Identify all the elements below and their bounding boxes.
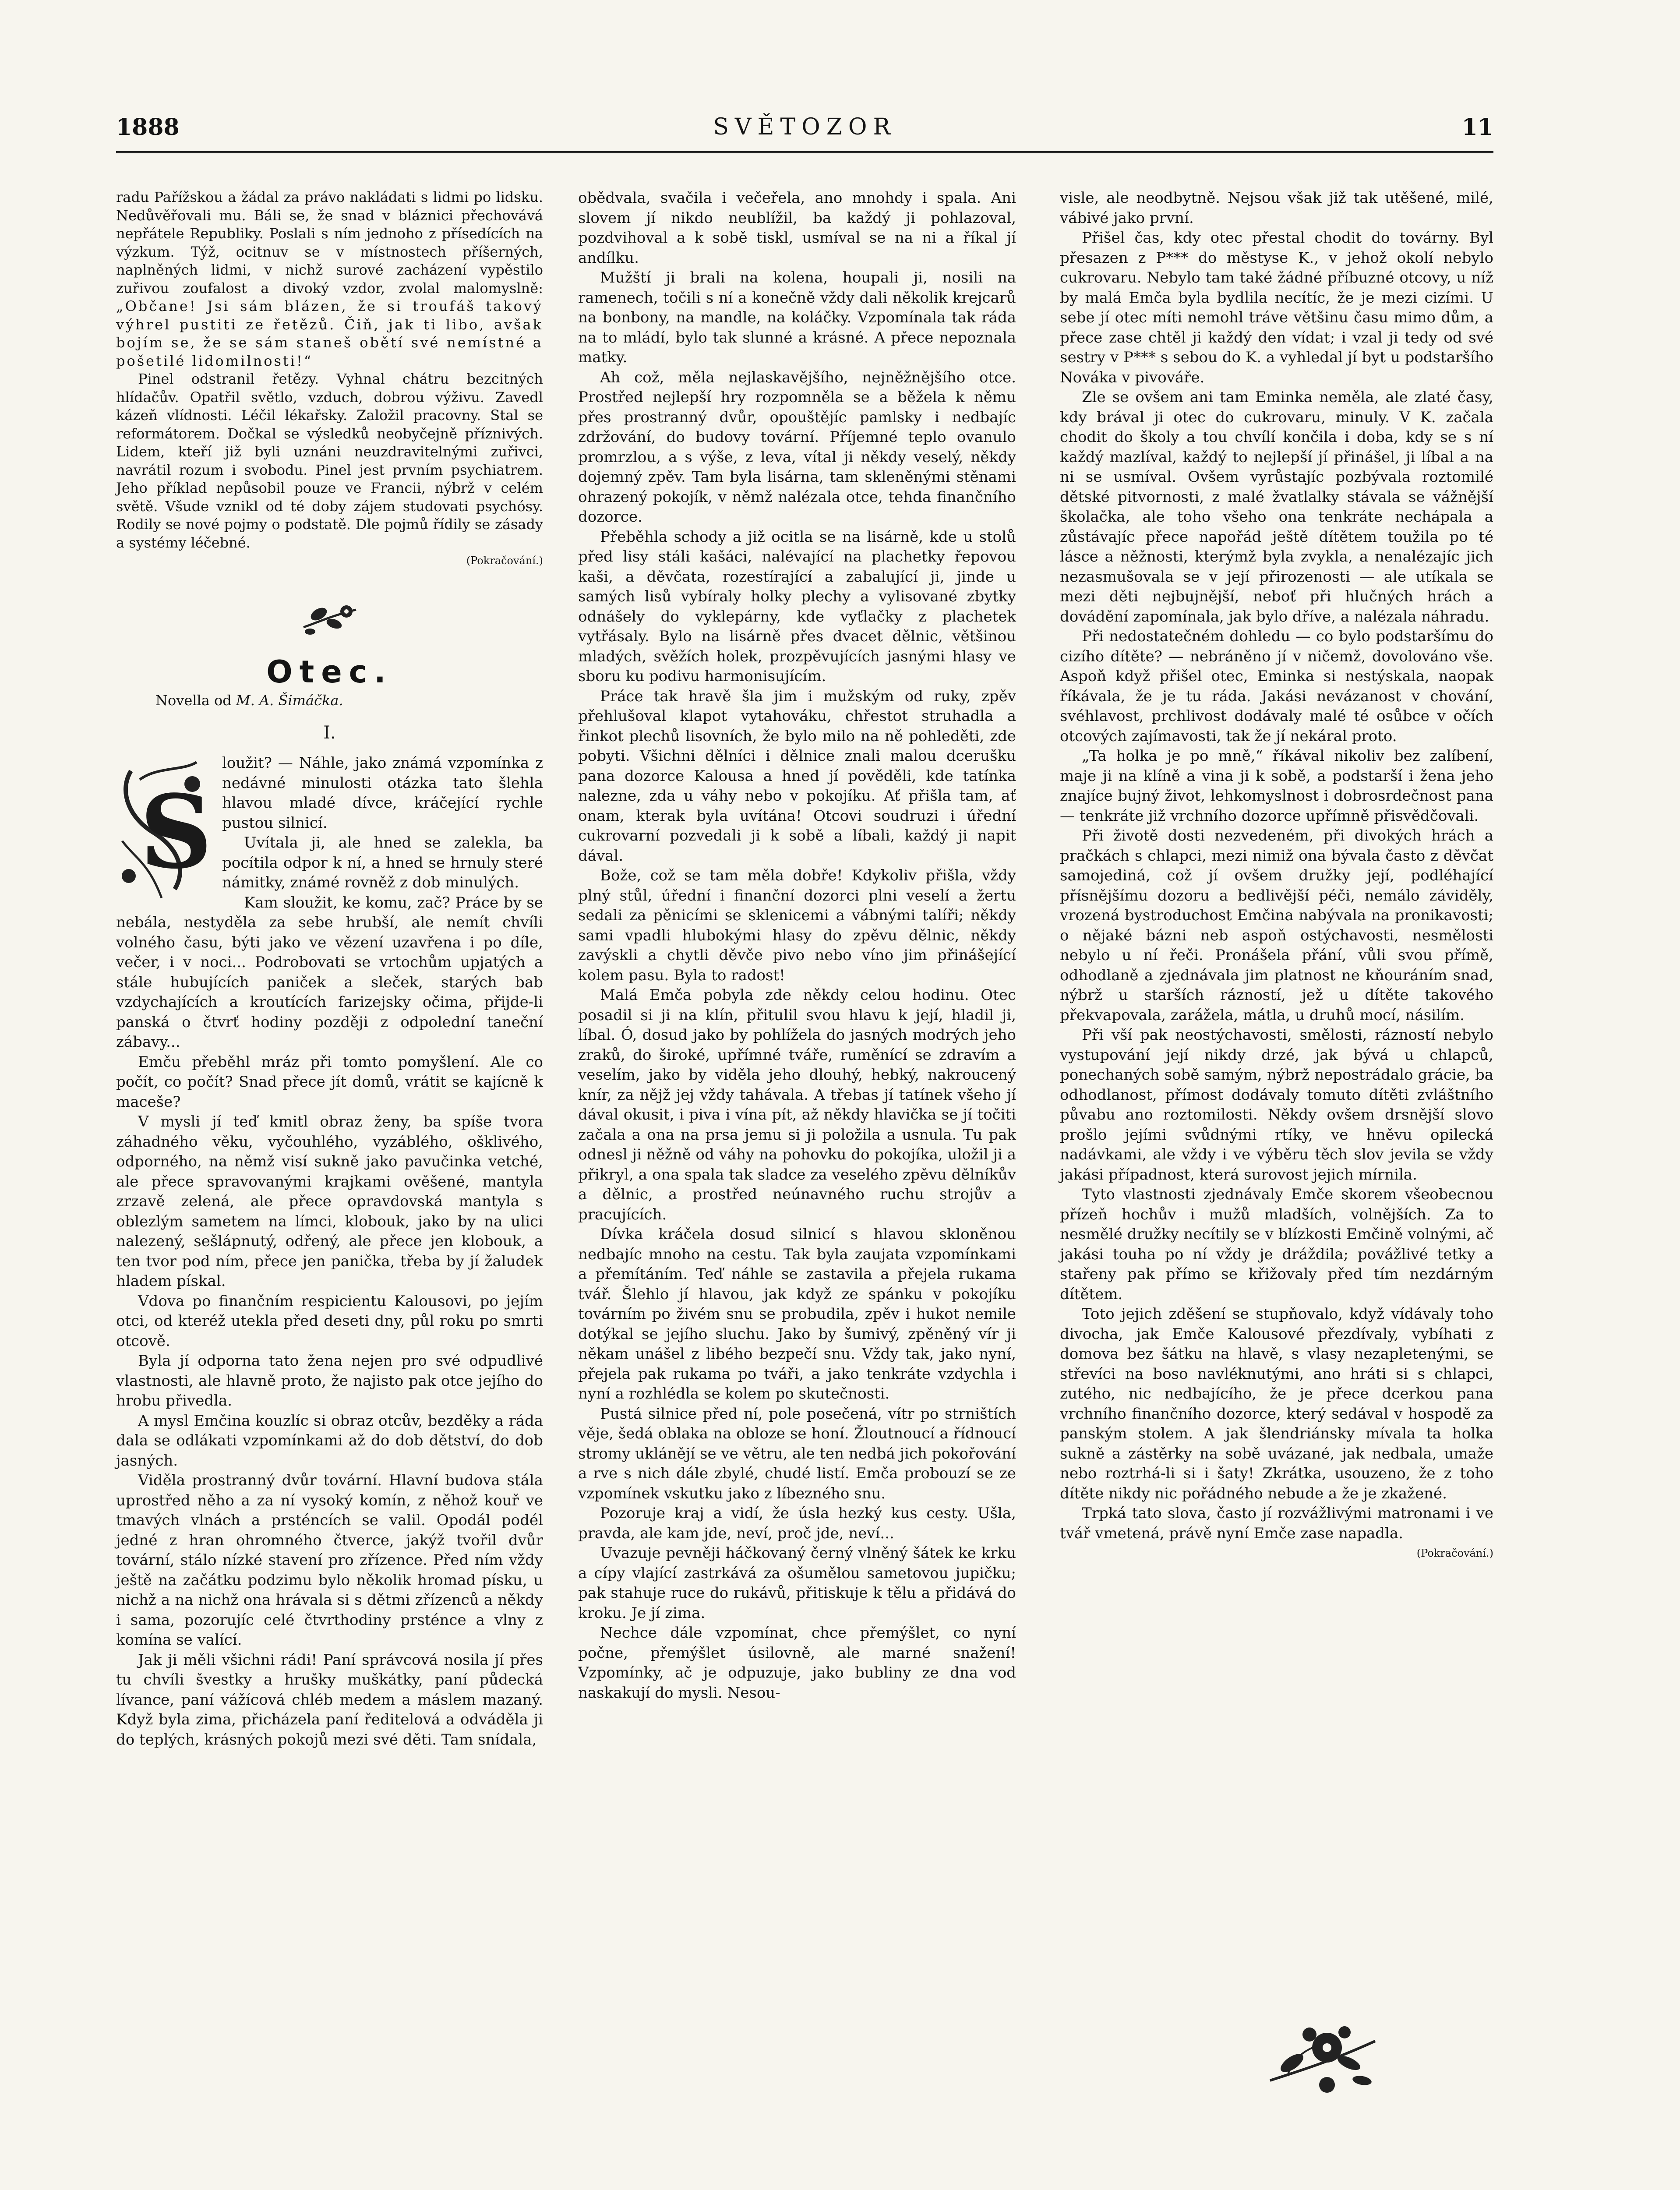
chapter-number: I. — [323, 722, 336, 743]
paragraph: V mysli jí teď kmitl obraz ženy, ba spíše tvora záhadného věku, vyčouhlého, vyzáblého, ošklivého, odporného, na němž visí sukně jako pavučinka vetché, ale přece spravovanými krajkami ověšené, mantyla zrzavě zelená, ale přece opravdovská mantyla s oblezlým sametem na límci, klobouk, jako by na ulici nalezený, sešlápnutý, odřený, ale přece jen klobouk, a ten tvor pod ním, přece jen panička, třeba by jí žaludek hladem pískal. — [116, 1113, 543, 1290]
dropcap-letter: S — [140, 773, 213, 891]
paragraph: Nechce dále vzpomínat, chce přemýšlet, co nyní počne, přemýšlet úsilovně, ale marné snažení! Vzpomínky, ač je odpuzuje, jako bubliny ze dna vod naskakují do mysli. Nesou- — [578, 1624, 1016, 1702]
continuation-note: (Pokračování.) — [1416, 1547, 1493, 1559]
column-3 — [1060, 188, 1493, 1564]
header-year: 1888 — [116, 114, 180, 141]
paragraph: Toto jejich zděšení se stupňovalo, když vídávaly toho divocha, jak Emče Kalousové přezdívaly, vybíhati z domova bez šátku na hlavě, s vlasy nezapletenými, se střevíci na boso navléknutými, ano hráti si s chlapci, zutého, nic nedbajícího, že je přece dcerkou pana vrchního finančního dozorce, který sedával v hospodě za panským stolem. A jak šlendriánsky mívala ta holka sukně a zástěrky na sobě uvázané, jak nedbala, umaže nebo roztrhá-li si i šaty! Zkrátka, usouzeno, že z toho dítěte nikdy nic pořádného nebude a že je zkažené. — [1060, 1305, 1493, 1502]
continuation-note: (Pokračování.) — [466, 555, 543, 567]
story-byline: Novella od M. A. Šimáčka. — [155, 692, 343, 709]
column-1 — [116, 188, 543, 1750]
header-title: SVĚTOZOR — [713, 114, 896, 140]
paragraph: obědvala, svačila i večeřela, ano mnohdy i spala. Ani slovem jí nikdo neublížil, ba každý ji pohlazoval, pozdvihoval a k sobě tiskl, usmíval se na ni a říkal jí andílku. — [578, 189, 1016, 267]
paragraph: Přeběhla schody a již ocitla se na lisárně, kde u stolů před lisy stáli kašáci, nalévající na plachetky řepovou kaši, a děvčata, rozestírající a zabalující ji, jinde u samých lisů vybíraly holky plechy a vylisované zbytky odnášely do vyklepárny, kde vyťlačky z plachetek vytřásaly. Bylo na lisárně přes dvacet dělnic, většinou mladých, svěžích holek, prozpěvujících jasnými hlasy ve sboru ku podivu harmonisujícím. — [578, 528, 1016, 685]
paragraph: Při životě dosti nezvedeném, při divokých hrách a pračkách s chlapci, mezi nimiž ona bývala často z děvčat samojediná, což jí ovšem družky její, podléhající přísnějšímu dozoru a bedlivější péči, nemálo záviděly, vrozená bystroduchost Emčina nabývala na pronikavosti; o nějaké bázni neb aspoň ostýchavosti, nesmělosti nebylo u ní řeči. Pronášela přání, vůli svou přímě, odhodlaně a zjednávala jim platnost ne kňouráním snad, nýbrž u starších rázností, jež u dítěte takového překvapovala, zarážela, mátla, u druhů mocí, násilím. — [1060, 827, 1493, 1024]
header-rule — [116, 151, 1493, 153]
paragraph: Kam sloužit, ke komu, zač? Práce by se nebála, nestyděla za sebe hrubší, ale nemít chvíli volného času, býti jako ve vězení uzavřena i po díle, večer, i v noci... Podrobovati se vrtochům upjatých a stále hubujících paniček a sleček, starých bab vzdychajících a kroutících farizejsky očima, přijde-li panská o čtvrť hodiny později z odpolední taneční zábavy... — [116, 894, 543, 1051]
article-continuation — [116, 188, 543, 570]
paragraph: Uvítala ji, ale hned se zalekla, ba pocítila odpor k ní, a hned se hrnuly steré námitky, známé rovněž z dob minulých. — [222, 834, 543, 891]
paragraph: Byla jí odporna tato žena nejen pro své odpudlivé vlastnosti, ale hlavně proto, že najisto pak otce jejího do hrobu přivedla. — [116, 1352, 543, 1409]
paragraph: Jak ji měli všichni rádi! Paní správcová nosila jí přes tu chvíli švestky a hrušky muškátky, paní půdecká lívance, paní vážícová chléb medem a máslem mazaný. Když byla zima, přicházela paní ředitelová a odváděla ji do teplých, krásných pokojů mezi své děti. Tam snídala, — [116, 1651, 543, 1748]
paragraph: Zle se ovšem ani tam Eminka neměla, ale zlaté časy, kdy brával ji otec do cukrovaru, minuly. V K. začala chodit do školy a tou chvílí končila i doba, kdy se s ní každý mazlíval, každý to nejlepší jí přinášel, ji líbal a na ni se usmíval. Ovšem vyrůstajíc pozbývala roztomilé dětské pitvornosti, z malé žvatlalky stávala se vážnější školačka, ale toho všeho ona tenkráte nechápala a zůstávajíc přece napořád ještě dítětem toužila po té lásce a něžnosti, kterýmž byla zvykla, a nenalézajíc jich nezasmušovala se v její přirozenosti — ale utíkala se mezi děti nejbujnější, neboť při hlučných hrách a dovádění zapomínala, jak bylo dříve, a nalézala náhradu. — [1060, 389, 1493, 625]
decorative-initial-icon — [113, 753, 213, 907]
paragraph: Bože, což se tam měla dobře! Kdykoliv přišla, vždy plný stůl, úřední i finanční dozorci plni veselí a žertu sedali za pěnicími se sklenicemi a vábnými talíři; někdy sami vpadli hlubokými hlasy do zpěvu dělnic, někdy zavýskli a chytli děvče pivo nebo víno jim přinášející kolem pasu. Byla to radost! — [578, 867, 1016, 984]
paragraph: Pozoruje kraj a vidí, že úsla hezký kus cesty. Ušla, pravda, ale kam jde, neví, proč jde, neví... — [578, 1505, 1016, 1542]
paragraph: Tyto vlastnosti zjednávaly Emče skorem všeobecnou přízeň hochův i mužů mladších, volnějších. Za to nesmělé družky necítily se v blízkosti Emčině volnými, ač jakási touha po ní vždy je dráždila; povážlivé tetky a stařeny pak přímo se křižovaly před tím nezdárným dítětem. — [1060, 1186, 1493, 1303]
paragraph: Pustá silnice před ní, pole posečená, vítr po strništích věje, šedá oblaka na obloze se honí. Žloutnoucí a řídnoucí stromy uklánějí se ve větru, ale ten nedbá jich pokořování a rve s nich dále zbylé, chudé listí. Emča probouzí se ze vzpomínek vskutku jako z líbezného snu. — [578, 1405, 1016, 1502]
story-title: Otec. — [266, 653, 393, 690]
paragraph: Mužští ji brali na kolena, houpali ji, nosili na ramenech, točili s ní a konečně vždy dali několik krejcarů na bonbony, na mandle, na koláčky. Vzpomínala tak ráda na to mládí, bylo tak slunné a krásné. A přece nepoznala matky. — [578, 269, 1016, 366]
header-page-number: 11 — [1461, 114, 1493, 141]
paragraph: Vdova po finančním respicientu Kalousovi, po jejím otci, od kteréž utekla před deseti dny, půl roku po smrti otcově. — [116, 1292, 543, 1350]
running-header — [116, 110, 1493, 149]
paragraph: A mysl Emčina kouzlíc si obraz otcův, bezděky a ráda dala se odlákati vzpomínkami až do dob dětství, do dob jasných. — [116, 1412, 543, 1469]
paragraph: Dívka kráčela dosud silnicí s hlavou skloněnou nedbajíc mnoho na cestu. Tak byla zaujata vzpomínkami a přemítáním. Teď náhle se zastavila a přejela rukama tvář. Šlehlo jí hlavou, jak když ze spánku v pokojíku továrním po živém snu se probudila, zpěv i hukot nemile dotýkal se jejího sluchu. Jako by šumivý, zpěněný vír ji někam unášel z libého bezpečí snu. Vždy tak, jako nyní, přejela pak rukama po tváři, a jako tenkráte vzdychla i nyní a rozhlédla se kolem po skutečnosti. — [578, 1226, 1016, 1402]
paragraph: Přišel čas, kdy otec přestal chodit do továrny. Byl přesazen z P*** do městyse K., v jehož okolí nebylo cukrovaru. Nebylo tam také žádné příbuzné otcovy, u níž by malá Emča byla bydlila necítíc, že je mezi cizími. U sebe jí otec míti nemohl tráve většinu času mimo dům, a přece zase chtěl ji každý den vídat; i vzal ji tedy od své sestry v P*** s sebou do K. a vyhledal jí byt u podstaršího Nováka v pivováře. — [1060, 229, 1493, 386]
paragraph: Emču přeběhl mráz při tomto pomyšlení. Ale co počít, co počít? Snad přece jít domů, vrátit se kajícně k maceše? — [116, 1053, 543, 1111]
paragraph: visle, ale neodbytně. Nejsou však již tak utěšené, milé, vábivé jako první. — [1060, 189, 1493, 227]
quote-spaced: „Občane! Jsi sám blázen, že si troufáš takový výhrel pustiti ze řetězů. Čiň, jak ti libo, avšak bojím se, že se sám staneš obětí své nemístné a pošetilé lidomilnosti!“ — [116, 298, 543, 369]
paragraph: loužit? — Náhle, jako známá vzpomínka z nedávné minulosti otázka tato šlehla hlavou mladé dívce, kráčející rychle pustou silnicí. — [222, 754, 543, 832]
paragraph: Uvazuje pevněji háčkovaný černý vlněný šátek ke krku a cípy vlající zastrkává za ošumělou sametovou jupičku; pak stahuje ruce do rukávů, přitiskuje k tělu a přidává do kroku. Je jí zima. — [578, 1544, 1016, 1622]
floral-ornament-icon — [295, 597, 365, 640]
paragraph: Ah což, měla nejlaskavějšího, nejněžnějšího otce. Prostřed nejlepší hry rozpomněla se a běžela k němu přes prostranný dvůr, opouštějíc pamlsky i nedbajíc zdržování, do budovy tovární. Příjemné teplo ovanulo promrzlou, a s výše, z leva, vítal ji někdy veselý, někdy dojemný zpěv. Tam byla lisárna, tam skleněnými stěnami ohrazený pokojík, v němž nalézala otce, tehda finančního dozorce. — [578, 368, 1016, 526]
paragraph: Malá Emča pobyla zde někdy celou hodinu. Otec posadil si ji na klín, přitulil svou hlavu k její, hladil ji, líbal. Ó, dosud jako by pohlížela do jasných modrých jeho zraků, do široké, upřímné tváře, ruměnící se zdravím a veselím, jako by viděla jeho dlouhý, hebký, nakroucený knír, za nějž jej vždy tahávala. A třebas jí tatínek všeho jí dával okusit, i piva i vína pít, až někdy hlavička se jí točiti začala a ona na prsa jemu si ji položila a usnula. Tu pak odnesl ji něžně od váhy na pohovku do pokojíka, uložil ji a přikryl, a ona spala tak sladce za veselého zpěvu dělníkův a dělnic, a prostřed neúnavného ruchu strojův a pracujících. — [578, 986, 1016, 1223]
paragraph: radu Pařížskou a žádal za právo nakládati s lidmi po lidsku. Nedůvěřovali mu. Báli se, že snad v bláznici přechovává nepřátele Republiky. Poslali s ním jednoho z přísedících na výzkum. Týž, ocitnuv se v místnostech příšerných, naplněných lidmi, v nichž surové zacházení vypěstilo zuřivou zoufalost a divoký vzdor, zvolal malomyslně: „Občane! Jsi sám blázen, že si troufáš takový výhrel pustiti ze řetězů. Čiň, jak ti libo, avšak bojím se, že se sám staneš obětí své nemístné a pošetilé lidomilnosti!“ — [116, 189, 543, 369]
author-name: M. A. Šimáčka. — [236, 692, 343, 709]
paragraph: Při vší pak neostýchavosti, smělosti, rázností nebylo vystupování její nikdy drzé, jak bývá u chlapců, ponechaných sobě samým, nýbrž nepostrádalo grácie, ba odhodlanost, přímost dodávaly tomuto dítěti zvláštního půvabu ano roztomilosti. Někdy ovšem drsnější slovo prošlo jejími svůdnými rtíky, ve hněvu opilecká nadávkami, ale vždy i ve výběru těch slov jevila se vždy jakási případnost, která surovost jejich mírnila. — [1060, 1026, 1493, 1183]
paragraph: Při nedostatečném dohledu — co bylo podstaršímu do cizího dítěte? — nebráněno jí v ničemž, dovolováno vše. Aspoň když přišel otec, Eminka si nestýskala, naopak říkávala, že je tu ráda. Jakási nevázanost v chování, svéhlavost, prchlivost dodávaly malé té osůbce v očích otcových zajímavosti, tak že jí nekáral proto. — [1060, 628, 1493, 745]
paragraph: Práce tak hravě šla jim i mužským od ruky, zpěv přehlušoval klapot vytahováku, chřestot struhadla a řinkot plechů lisovních, že bylo milo na ně pohleděti, zde pobyti. Všichni dělníci i dělnice znali malou dcerušku pana dozorce Kalousa a hned jí pověděli, kde tatínka nalezne, zda u váhy nebo v pokojíku. Ať přišla tam, ať onam, kterak byla uvítána! Otcovi soudruzi i úřední cukrovarní pozvedali ji k sobě a líbali, každý ji napit dával. — [578, 687, 1016, 865]
column-2 — [578, 188, 1016, 1703]
paragraph: Viděla prostranný dvůr tovární. Hlavní budova stála uprostřed něho a za ní vysoký komín, z něhož kouř ve tmavých vlnách a prsténcích se valil. Opodál podél jedné z hran ohromného čtverce, jakýž tvořil dvůr tovární, stálo nízké stavení pro zřízence. Před ním vždy ještě na začátku podzimu bylo několik hromad písku, u nichž a na nichž ona hrávala si s dětmi zřízenců a někdy i sama, pozorujíc celé čtvrthodiny prsténce a vlny z komína se valící. — [116, 1472, 543, 1649]
paragraph: Trpká tato slova, často jí rozvážlivými matronami i ve tvář vmetená, právě nyní Emče zase napadla. — [1060, 1505, 1493, 1542]
paragraph: „Ta holka je po mně,“ říkával nikoliv bez zalíbení, maje ji na klíně a vina ji k sobě, a podstarší i žena jeho znajíce bujný život, lehkomyslnost i dobrosrdečnost pana — tenkráte již vrchního dozorce upřímně přisvědčovali. — [1060, 747, 1493, 825]
paragraph: Pinel odstranil řetězy. Vyhnal chátru bezcitných hlídačův. Opatřil světlo, vzduch, dobrou výživu. Zavedl kázeň vlídnosti. Léčil lékařsky. Založil pracovny. Stal se reformátorem. Dočkal se výsledků neobyčejně příznivých. Lidem, kteří již byli uznáni neuzdravitelnými zuřivci, navrátil rozum i svobodu. Pinel jest prvním psychiatrem. Jeho příklad nepůsobil pouze ve Francii, nýbrž v celém světě. Všude vznikl od té doby zájem studovati psychósy. Rodily se nové pojmy o podstatě. Dle pojmů řídily se zásady a systémy léčebné. — [116, 371, 543, 551]
flower-bouquet-ornament-icon — [1261, 2015, 1384, 2098]
